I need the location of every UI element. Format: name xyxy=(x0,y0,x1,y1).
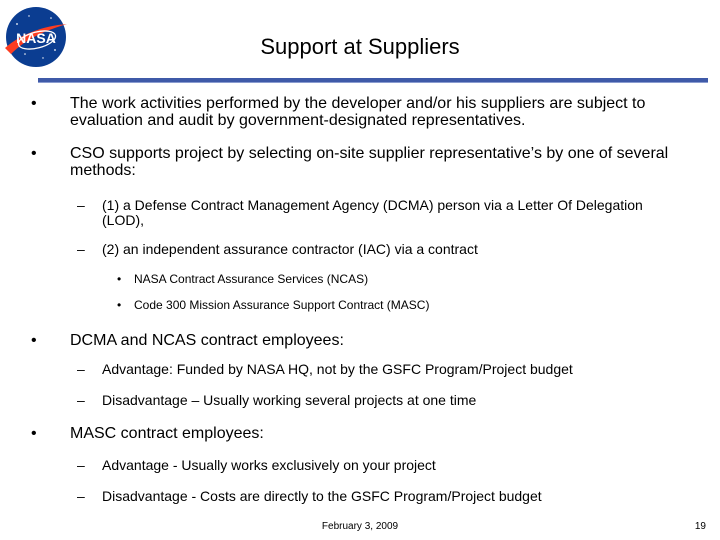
bullet-text: DCMA and NCAS contract employees: xyxy=(70,332,344,349)
dash-marker: – xyxy=(77,197,85,213)
dash-marker: – xyxy=(77,241,85,257)
sub-bullet-text: Disadvantage – Usually working several projects at one time xyxy=(102,392,477,408)
sub-bullet-text: Advantage: Funded by NASA HQ, not by the GSFC Program/Project budget xyxy=(102,361,573,377)
sub-sub-bullet-text: Code 300 Mission Assurance Support Contract (MASC) xyxy=(134,298,430,312)
bullet-marker: • xyxy=(117,272,122,286)
sub-bullet-text: (1) a Defense Contract Management Agency (DCMA) person via a Letter Of Delegation (LOD), xyxy=(102,197,643,228)
bullet-text: CSO supports project by selecting on-site supplier representative’s by one of several methods: xyxy=(70,145,669,179)
sub-sub-bullet-text: NASA Contract Assurance Services (NCAS) xyxy=(134,272,369,286)
svg-text:NASA: NASA xyxy=(16,30,56,46)
dash-marker: – xyxy=(77,488,85,504)
bullet-marker: • xyxy=(117,298,122,312)
sub-bullet-text: (2) an independent assurance contractor (IAC) via a contract xyxy=(102,241,478,257)
sub-bullet-text: Advantage - Usually works exclusively on your project xyxy=(102,457,436,473)
dash-marker: – xyxy=(77,457,85,473)
title-divider xyxy=(38,78,708,83)
bullet-marker: • xyxy=(31,145,37,162)
bullet-text: The work activities performed by the developer and/or his suppliers are subject to evaluation and audit by government-designated representatives. xyxy=(70,95,646,129)
bullet-text: MASC contract employees: xyxy=(70,425,264,442)
footer-date: February 3, 2009 xyxy=(321,521,399,532)
bullet-marker: • xyxy=(31,95,37,112)
slide-title: Support at Suppliers xyxy=(260,34,460,59)
sub-bullet-text: Disadvantage - Costs are directly to the GSFC Program/Project budget xyxy=(102,488,542,504)
dash-marker: – xyxy=(77,392,85,408)
dash-marker: – xyxy=(77,361,85,377)
page-number: 19 xyxy=(694,521,706,532)
bullet-marker: • xyxy=(31,425,37,442)
bullet-marker: • xyxy=(31,332,37,349)
